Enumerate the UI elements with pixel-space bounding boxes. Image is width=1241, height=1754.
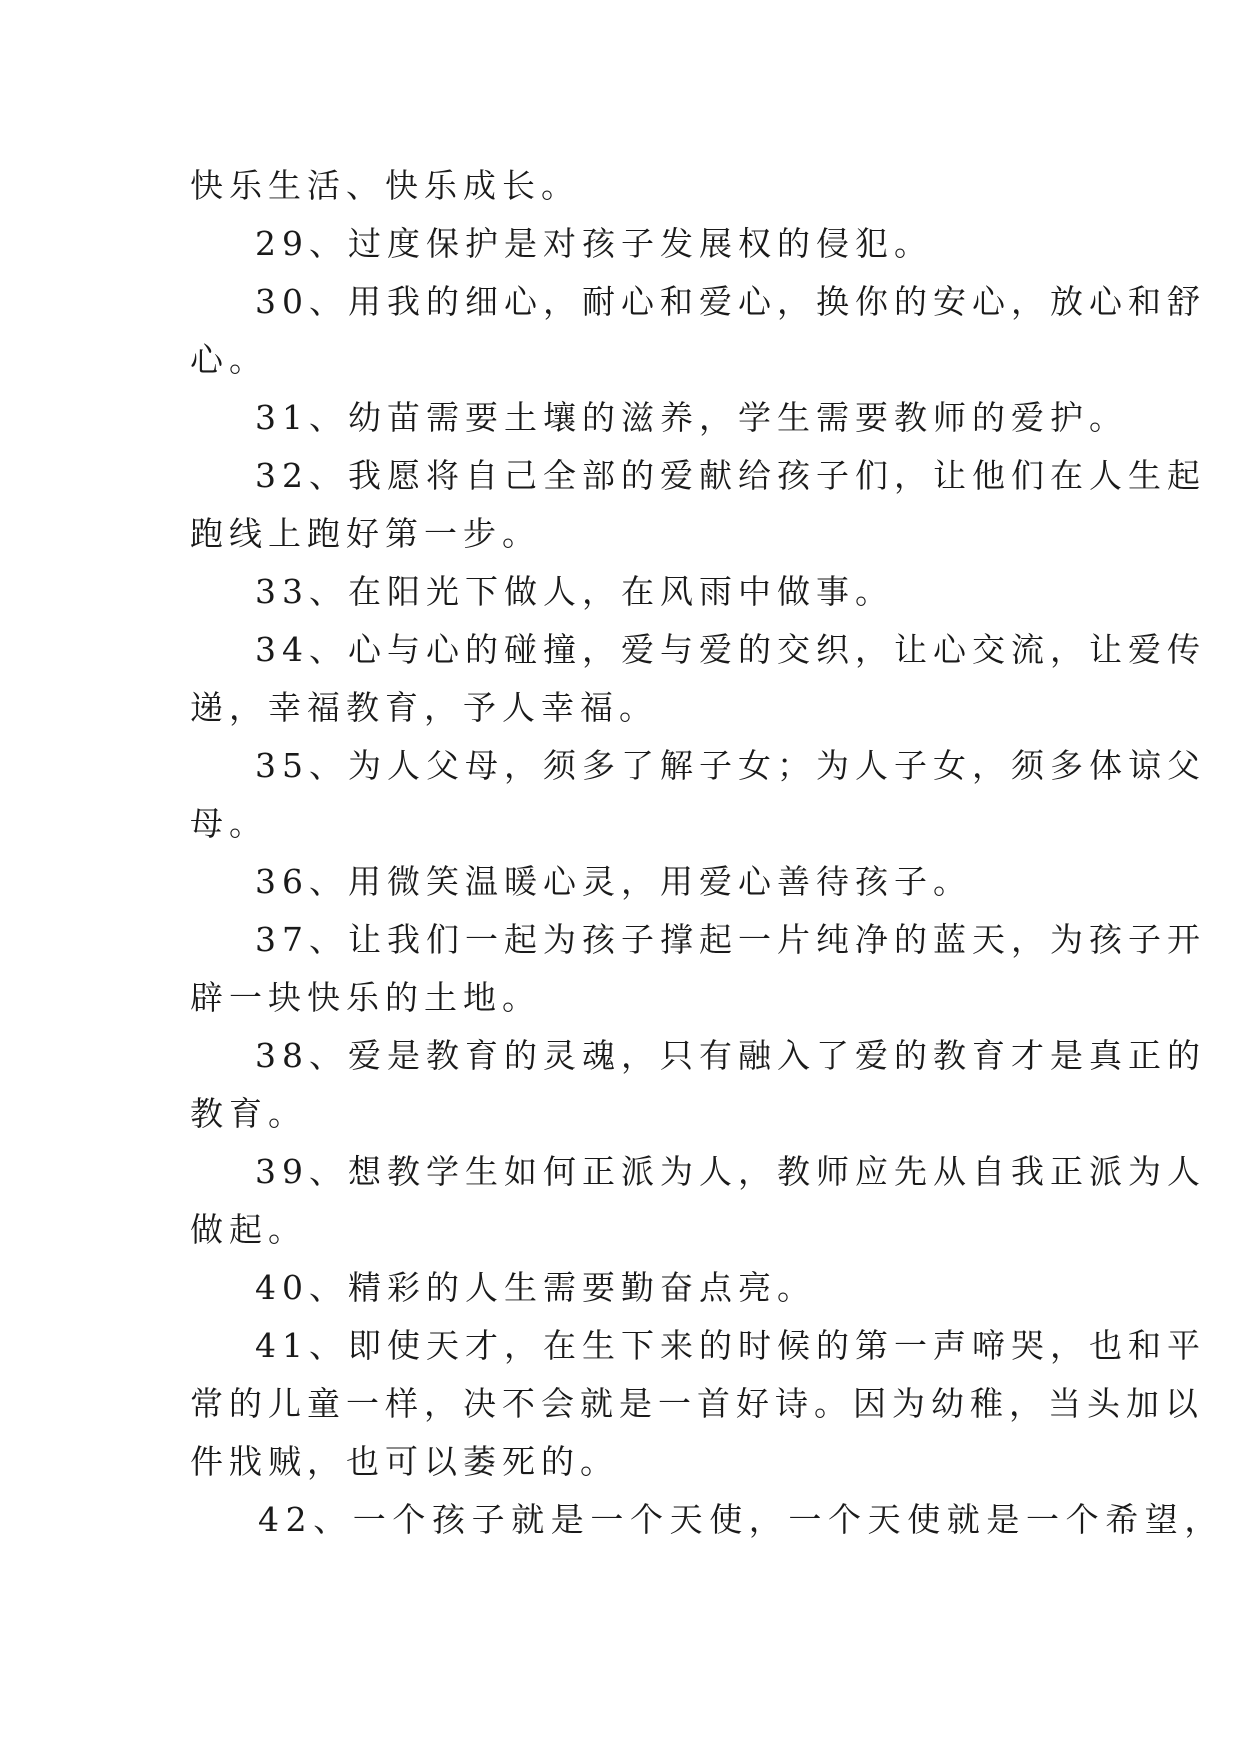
text-line: 41、即使天才，在生下来的时候的第一声啼哭，也和平 <box>255 1326 1206 1365</box>
text-line: 母。 <box>190 804 268 843</box>
text-line: 39、想教学生如何正派为人，教师应先从自我正派为人 <box>255 1152 1206 1191</box>
text-line: 29、过度保护是对孩子发展权的侵犯。 <box>255 224 933 263</box>
text-line: 心。 <box>190 340 268 379</box>
text-line: 跑线上跑好第一步。 <box>190 514 541 553</box>
text-line: 31、幼苗需要土壤的滋养，学生需要教师的爱护。 <box>255 398 1128 437</box>
text-line: 30、用我的细心，耐心和爱心，换你的安心，放心和舒 <box>255 282 1206 321</box>
text-line: 35、为人父母，须多了解子女；为人子女，须多体谅父 <box>255 746 1206 785</box>
text-line: 递，幸福教育，予人幸福。 <box>190 688 658 727</box>
text-line: 34、心与心的碰撞，爱与爱的交织，让心交流，让爱传 <box>255 630 1206 669</box>
text-line: 42、一个孩子就是一个天使，一个天使就是一个希望， <box>258 1500 1224 1539</box>
text-line: 快乐生活、快乐成长。 <box>190 166 580 205</box>
text-line: 教育。 <box>190 1094 307 1133</box>
text-line: 常的儿童一样，决不会就是一首好诗。因为幼稚，当头加以 <box>190 1384 1204 1423</box>
text-line: 33、在阳光下做人，在风雨中做事。 <box>255 572 894 611</box>
text-line: 38、爱是教育的灵魂，只有融入了爱的教育才是真正的 <box>255 1036 1206 1075</box>
text-line: 做起。 <box>190 1210 307 1249</box>
text-line: 辟一块快乐的土地。 <box>190 978 541 1017</box>
text-line: 37、让我们一起为孩子撑起一片纯净的蓝天，为孩子开 <box>255 920 1206 959</box>
text-line: 36、用微笑温暖心灵，用爱心善待孩子。 <box>255 862 972 901</box>
text-line: 32、我愿将自己全部的爱献给孩子们，让他们在人生起 <box>255 456 1206 495</box>
text-line: 件戕贼，也可以萎死的。 <box>190 1442 619 1481</box>
text-line: 40、精彩的人生需要勤奋点亮。 <box>255 1268 816 1307</box>
